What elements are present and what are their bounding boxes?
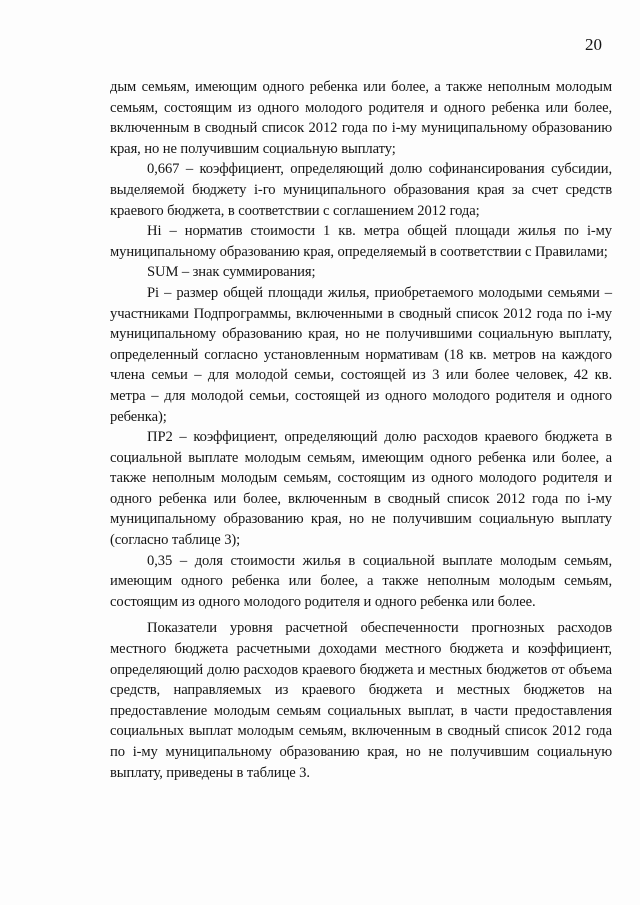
paragraph-area-pi: Рi – размер общей площади жилья, приобретаемого молодыми семьями – участниками Подпрограммы, включенными в сводный список 2012 года по i-му муниципальному образованию края, но не получившими социальную выплату, определенный согласно установленным нормативам (18 кв. метров на каждого члена семьи – для молодой семьи, состоящей из 3 или более человек, 42 кв. метра – для молодой семьи, состоящей из одного молодого родителя и одного ребенка); [110, 284, 612, 425]
paragraph-indicators: Показатели уровня расчетной обеспеченности прогнозных расходов местного бюджета расчетными доходами местного бюджета и коэффициент, определяющий долю расходов краевого бюджета и местных бюджетов от объема средств, направляемых из краевого бюджета и местных бюджетов на предоставление молодым семьям социальных выплат, в части предоставления социальных выплат молодым семьям, включенным в сводный список 2012 года по i-му муниципальному образованию края, но не получившим социальную выплату, приведены в таблице 3. [110, 620, 612, 781]
paragraph-coefficient-pr2: ПР2 – коэффициент, определяющий долю расходов краевого бюджета в социальной выплате молодым семьям, имеющим одного ребенка или более, а также неполным молодым семьям, состоящим из одного молодого родителя и одного ребенка или более, включенным в сводный список 2012 года по i-му муниципальному образованию края, но не получившим социальную выплату (согласно таблице 3); [110, 429, 612, 549]
page-body [110, 77, 612, 783]
paragraph-share-035: 0,35 – доля стоимости жилья в социальной выплате молодым семьям, имеющим одного ребенка или более, а также неполным молодым семьям, состоящим из одного молодого родителя и одного ребенка или более. [110, 552, 612, 610]
paragraph-sum-sign: SUM – знак суммирования; [147, 264, 316, 281]
page-number: 20 [585, 35, 602, 54]
paragraph-norm-hi: Нi – норматив стоимости 1 кв. метра общей площади жилья по i-му муниципальному образованию края, определяемый в соответствии с Правилами; [110, 223, 612, 260]
paragraph-coefficient-0667: 0,667 – коэффициент, определяющий долю софинансирования субсидии, выделяемой бюджету i-го муниципального образования края за счет средств краевого бюджета, в соответствии с соглашением 2012 года; [110, 161, 612, 219]
paragraph-continuation: дым семьям, имеющим одного ребенка или более, а также неполным молодым семьям, состоящим из одного молодого родителя и одного ребенка или более, включенным в сводный список 2012 года по i-му муниципальному образованию края, но не получившим социальную выплату; [110, 79, 612, 157]
